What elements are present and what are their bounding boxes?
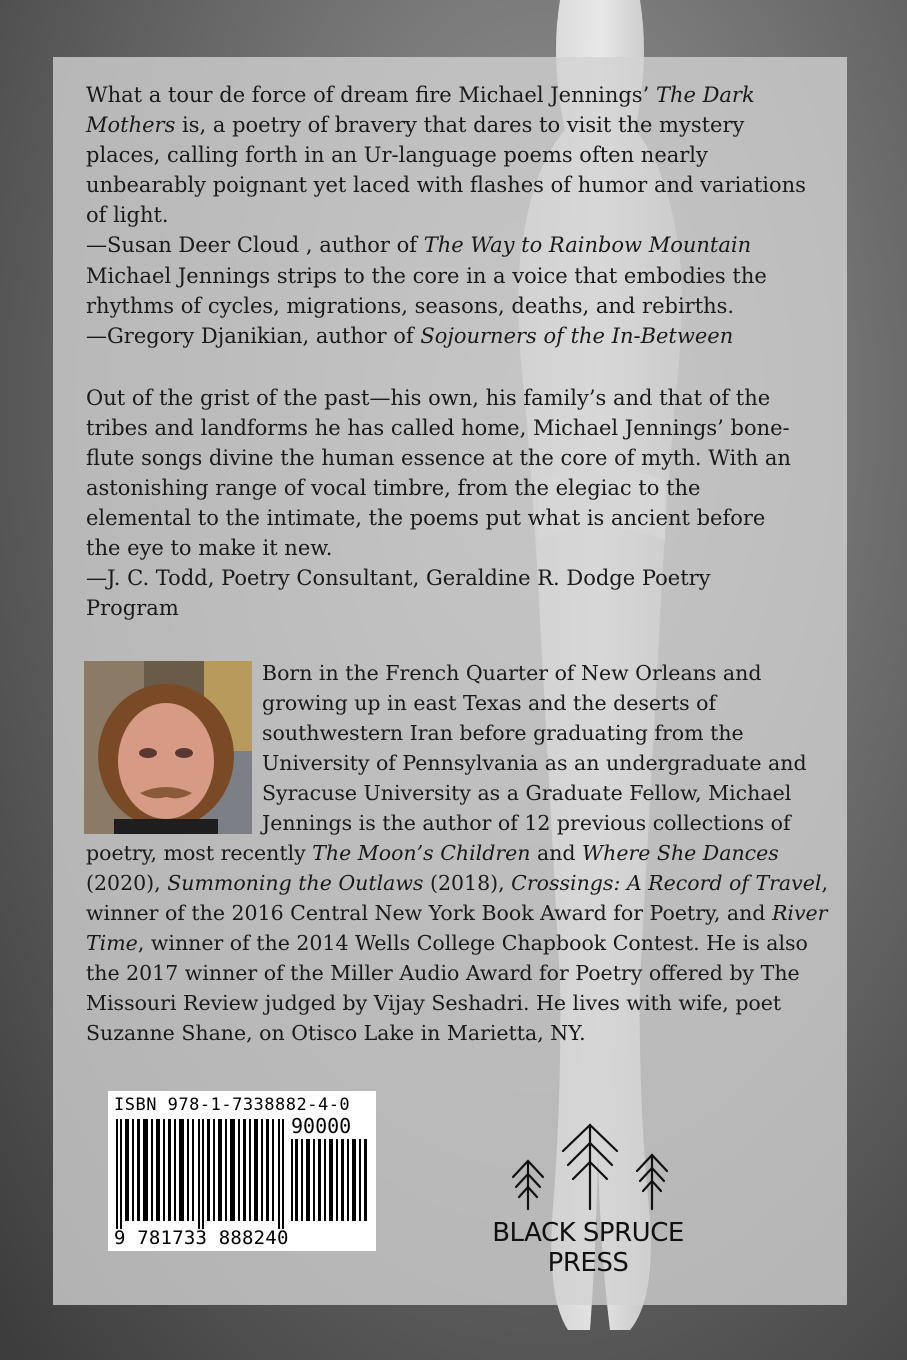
blurb-1-attribution: —Susan Deer Cloud , author of The Way to Rainbow Mountain (86, 233, 752, 257)
price-code: 90000 (291, 1114, 352, 1138)
blurb-2-attribution: —Gregory Djanikian, author of Sojourners of the In-Between (86, 324, 734, 348)
blurb-3 (86, 383, 806, 623)
addon-bars (291, 1139, 371, 1221)
blurb-1-text-cont: is, a poetry of bravery that dares to visit the mystery places, calling forth in an Ur-language poems often nearly unbearably poignant yet laced with flashes of humor and variations of light. (86, 113, 806, 227)
blurb-1-text: What a tour de force of dream fire Michael Jennings’ (86, 83, 656, 107)
blurb-2-text: Michael Jennings strips to the core in a voice that embodies the rhythms of cycles, migrations, seasons, deaths, and rebirths. (86, 264, 767, 318)
isbn-barcode (108, 1091, 376, 1251)
blurb-3-text: Out of the grist of the past—his own, his family’s and that of the tribes and landforms he has called home, Michael Jennings’ bone-flute songs divine the human essence at the core of myth. With an astonishing range of vocal timbre, from the elegiac to the elemental to the intimate, the poems put what is ancient before the eye to make it new. (86, 386, 791, 560)
publisher-name: BLACK SPRUCE PRESS (492, 1218, 684, 1278)
ean-bars (116, 1119, 286, 1229)
ean-digits: 9 781733 888240 (114, 1227, 289, 1249)
blurb-2 (86, 261, 806, 351)
blurb-1 (86, 80, 806, 260)
isbn-label: ISBN 978-1-7338882-4-0 (114, 1095, 351, 1115)
blurb-1-title: The Dark Mothers (86, 83, 755, 137)
author-bio: Born in the French Quarter of New Orleans and growing up in east Texas and the deserts of southwestern Iran before graduating from the University of Pennsylvania as an undergraduate and Syracuse University as a Graduate Fellow, Michael Jennings is the author of 12 previous collections of poetry, most recently The Moon’s Children and Where She Dances (2020), Summoning the Outlaws (2018), Crossings: A Record of Travel, winner of the 2016 Central New York Book Award for Poetry, and River Time, winner of the 2014 Wells College Chapbook Contest. He is also the 2017 winner of the Miller Audio Award for Poetry offered by The Missouri Review judged by Vijay Seshadri. He lives with wife, poet Suzanne Shane, on Otisco Lake in Marietta, NY. (86, 661, 828, 1045)
blurb-3-attribution: —J. C. Todd, Poetry Consultant, Geraldine R. Dodge Poetry Program (86, 566, 711, 620)
